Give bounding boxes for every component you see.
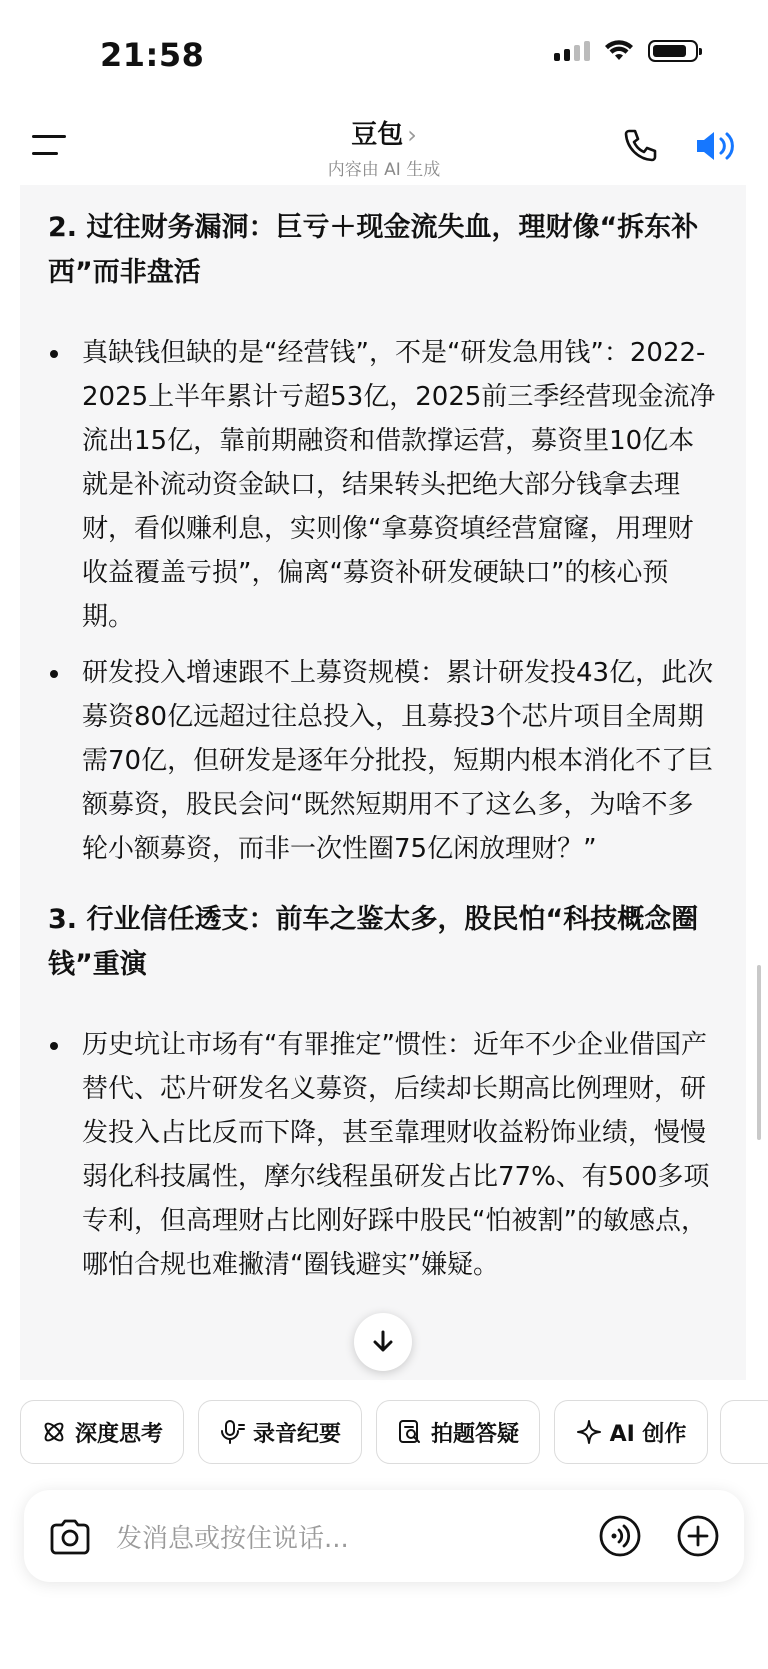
scroll-to-bottom-button[interactable] [354, 1313, 412, 1371]
sparkle-icon [576, 1419, 602, 1445]
ai-disclaimer: 内容由 AI 生成 [327, 160, 441, 180]
chip-label: 深度思考 [74, 1421, 163, 1447]
section-heading: 2. 过往财务漏洞：巨亏＋现金流失血，理财像“拆东补西”而非盘活 [48, 212, 699, 288]
phone-call-button[interactable] [620, 126, 660, 166]
chip-label: AI 创作 [609, 1421, 687, 1447]
status-bar [0, 0, 768, 110]
bullet-list [48, 331, 718, 871]
scrollbar[interactable] [757, 965, 761, 1140]
speaker-icon[interactable] [694, 126, 738, 166]
list-item: 研发投入增速跟不上募资规模：累计研发投43亿，此次募资80亿远超过往总投入，且募投3个芯片项目全周期需70亿，但研发是逐年分批投，短期内根本消化不了巨额募资，股民会问“既然短期用不了这么多，为啥不多轮小额募资，而非一次性圈75亿闲放理财？” [48, 651, 718, 871]
chevron-right-icon: › [407, 121, 417, 149]
recording-summary-button[interactable] [198, 1400, 362, 1464]
quick-action-bar [20, 1400, 768, 1470]
scan-question-icon [397, 1419, 423, 1445]
cellular-signal-icon [554, 41, 590, 61]
arrow-down-icon [370, 1329, 396, 1355]
more-action-chip[interactable] [720, 1400, 768, 1464]
photo-question-button[interactable] [376, 1400, 540, 1464]
deep-think-button[interactable] [20, 1400, 184, 1464]
section-heading: 3. 行业信任透支：前车之鉴太多，股民怕“科技概念圈钱”重演 [48, 904, 699, 980]
chip-label: 拍题答疑 [430, 1421, 519, 1447]
chat-message-content[interactable] [20, 185, 746, 1380]
message-input-bar [24, 1490, 744, 1582]
list-item: 历史坑让市场有“有罪推定”惯性：近年不少企业借国产替代、芯片研发名义募资，后续却长期高比例理财，研发投入占比反而下降，甚至靠理财收益粉饰业绩，慢慢弱化科技属性，摩尔线程虽研发占比77%、有500多项专利，但高理财占比刚好踩中股民“怕被割”的敏感点，哪怕合规也难撇清“圈钱避实”嫌疑。 [48, 1023, 718, 1287]
chip-label: 录音纪要 [252, 1421, 341, 1447]
voice-input-button[interactable] [598, 1514, 642, 1558]
bullet-list [48, 1023, 718, 1287]
message-input[interactable]: 发消息或按住说话... [116, 1524, 349, 1554]
list-item: 真缺钱但缺的是“经营钱”，不是“研发急用钱”：2022-2025上半年累计亏超53亿，2025前三季经营现金流净流出15亿，靠前期融资和借款撑运营，募资里10亿本就是补流动资金缺口，结果转头把绝大部分钱拿去理财，看似赚利息，实则像“拿募资填经营窟窿，用理财收益覆盖亏损”，偏离“募资补研发硬缺口”的核心预期。 [48, 331, 718, 639]
wifi-icon [604, 40, 634, 62]
status-icons [554, 40, 698, 62]
status-time: 21:58 [100, 36, 205, 74]
chat-header [0, 110, 768, 190]
battery-icon [648, 40, 698, 62]
camera-button[interactable] [48, 1515, 92, 1559]
ai-create-button[interactable] [554, 1400, 708, 1464]
microphone-icon [219, 1419, 245, 1445]
chat-title-text: 豆包 [351, 120, 404, 150]
atom-icon [41, 1419, 67, 1445]
plus-button[interactable] [676, 1514, 720, 1558]
